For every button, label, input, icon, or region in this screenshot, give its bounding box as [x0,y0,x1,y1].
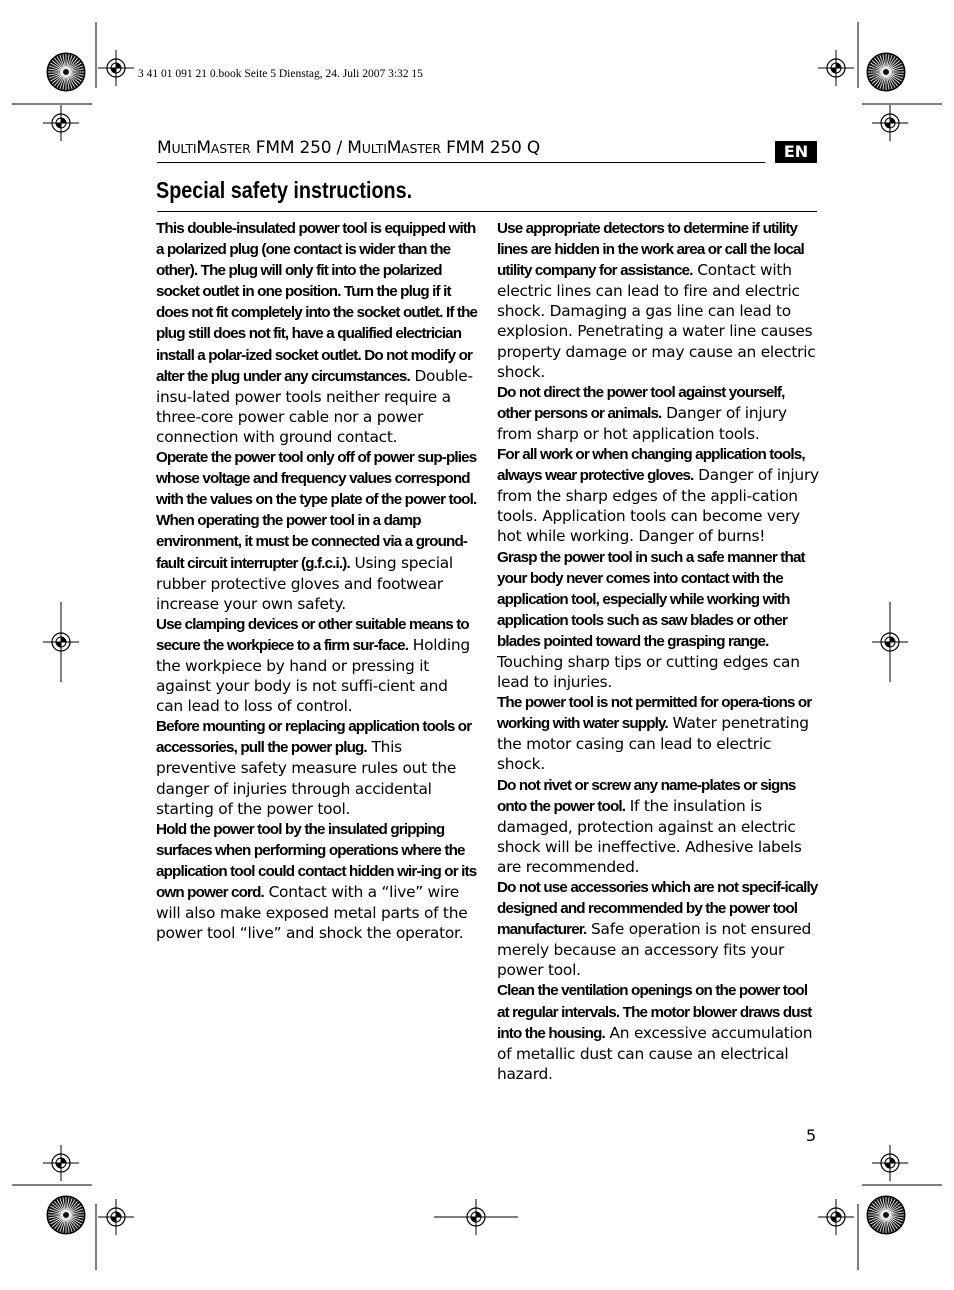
instruction-heading: Before mounting or replacing application tools or accessories, pull the power plug. [156,718,472,757]
safety-instruction [497,877,819,980]
instruction-text: Using special rubber protective gloves and footwear increase your own safety. [156,553,453,613]
instruction-text: An excessive accumulation of metallic dust can cause an electrical hazard. [497,1023,813,1083]
page-number: 5 [806,1126,817,1145]
page-title: Special safety instructions. [156,177,413,203]
instruction-heading: Hold the power tool by the insulated gripping surfaces when performing operations where the application tool could contact hidden wir-ing or its own power cord. [156,820,477,901]
starburst-mark [47,53,85,91]
safety-instruction [156,716,478,818]
instruction-heading: This double-insulated power tool is equipped with a polarized plug (one contact is wider than the other). The plug will only fit into the polarized socket outlet in one position. Turn the plug if it does not fit completely into the socket outlet. If the plug still does not fit, have a qualified electrician install a polar-ized socket outlet. Do not modify or alter the plug under any circumstances. [156,220,478,385]
safety-instruction [497,775,819,877]
registration-mark [43,1145,79,1181]
title-rule [157,211,817,212]
registration-mark [98,1199,134,1235]
instruction-heading: Clean the ventilation openings on the power tool at regular intervals. The motor blower draws dust into the housing. [497,982,812,1042]
instruction-heading: Do not use accessories which are not specif-ically designed and recommended by the power tool manufacturer. [497,879,818,939]
left-column [156,218,478,943]
instruction-text: This preventive safety measure rules out the danger of injuries through accidental starting of the power tool. [156,738,457,818]
safety-instruction [497,692,819,774]
safety-instruction [156,447,478,510]
safety-instruction [497,444,819,546]
instruction-text: Danger of injury from sharp or hot application tools. [497,403,787,443]
starburst-mark [47,1196,85,1234]
instruction-heading: Do not direct the power tool against yourself, other persons or animals. [497,383,785,422]
instruction-text: Double-insu-lated power tools neither require a three-core power cable nor a power connection with ground contact. [156,366,473,446]
instruction-heading: Grasp the power tool in such a safe manner that your body never comes into contact with the application tool, especially while working with application tools such as saw blades or other blades pointed toward the grasping range. [497,548,805,650]
right-column [497,218,819,1084]
starburst-mark [867,1196,905,1234]
safety-instruction [497,218,819,382]
instruction-heading: When operating the power tool in a damp environment, it must be connected via a ground-fault circuit interrupter (g.f.c.i.). [156,512,468,572]
header-rule [157,162,765,163]
safety-instruction [156,510,478,613]
instruction-text: Contact with electric lines can lead to fire and electric shock. Damaging a gas line can lead to explosion. Penetrating a water line causes property damage or may cause an electric shock. [497,261,816,381]
language-badge: EN [775,141,817,163]
safety-instruction [497,382,819,444]
registration-mark [43,105,79,141]
registration-mark [98,50,134,86]
registration-mark [818,50,854,86]
instruction-heading: Use clamping devices or other suitable means to secure the workpiece to a firm sur-face. [156,615,469,654]
instruction-heading: Operate the power tool only off of power sup-plies whose voltage and frequency values correspond with the values on the type plate of the power tool. [156,449,477,509]
instruction-text: Contact with a “live” wire will also make exposed metal parts of the power tool “live” and shock the operator. [156,883,468,943]
instruction-text: Water penetrating the motor casing can lead to electric shock. [497,714,809,774]
instruction-text: Safe operation is not ensured merely because an accessory fits your power tool. [497,920,812,980]
instruction-text: Holding the workpiece by hand or pressing it against your body is not suffi-cient and can lead to loss of control. [156,635,470,716]
instruction-heading: The power tool is not permitted for opera-tions or working with water supply. [497,694,812,733]
print-info: 3 41 01 091 21 0.book Seite 5 Dienstag, 24. Juli 2007 3:32 15 [138,68,423,80]
product-header: MULTIMASTER FMM 250 / MULTIMASTER FMM 250 Q [157,138,541,158]
registration-mark [818,1199,854,1235]
instruction-heading: Do not rivet or screw any name-plates or signs onto the power tool. [497,776,796,815]
safety-instruction [156,614,478,716]
registration-mark [43,602,79,682]
instruction-text: If the insulation is damaged, protection against an electric shock will be ineffective. Adhesive labels are recommended. [497,796,802,876]
instruction-heading: For all work or when changing application tools, always wear protective gloves. [497,446,805,485]
registration-mark [872,105,908,141]
registration-mark [872,1145,908,1181]
instruction-text: Danger of injury from the sharp edges of the appli-cation tools. Application tools can become very hot while working. Danger of burns! [497,466,819,546]
safety-instruction [497,980,819,1083]
instruction-text: Touching sharp tips or cutting edges can lead to injuries. [497,652,800,692]
starburst-mark [867,53,905,91]
safety-instruction [497,547,819,693]
safety-instruction [156,819,478,944]
safety-instruction [156,218,478,447]
registration-mark [872,602,908,682]
instruction-heading: Use appropriate detectors to determine if utility lines are hidden in the work area or call the local utility company for assistance. [497,220,804,280]
registration-mark [434,1199,518,1235]
